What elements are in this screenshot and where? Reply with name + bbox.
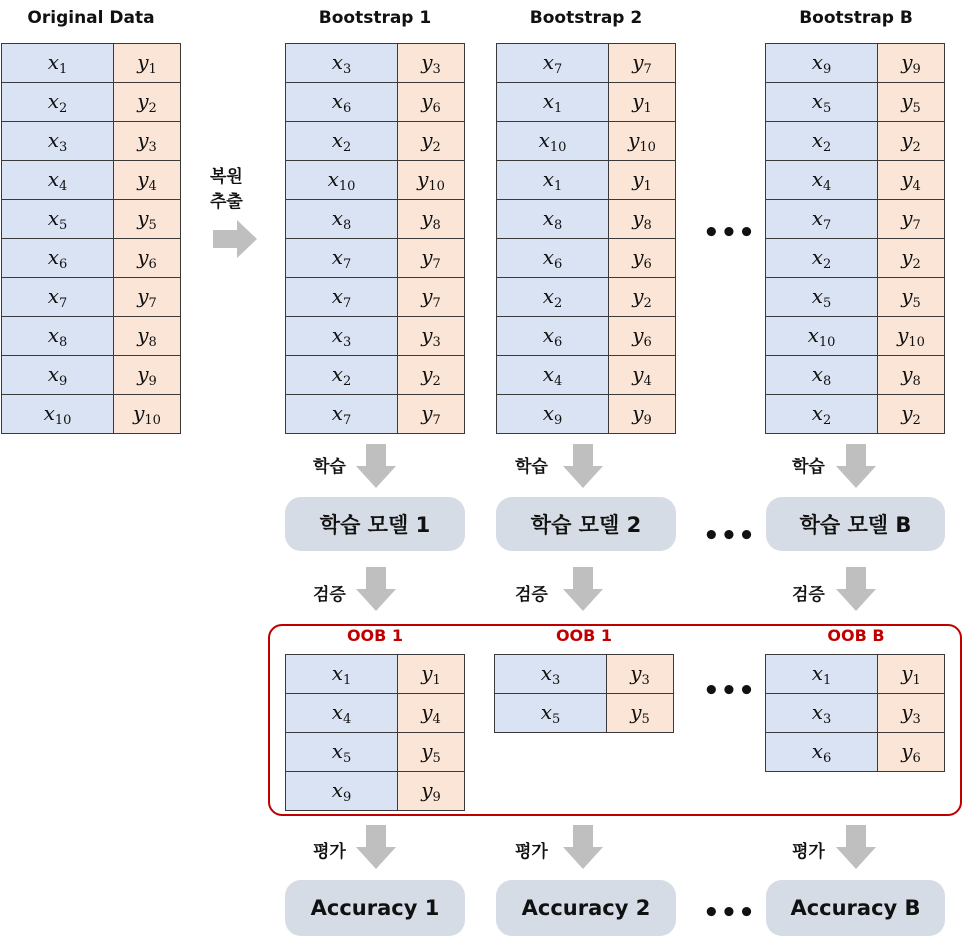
x-cell: $x_3$ xyxy=(495,655,607,694)
x-cell: $x_4$ xyxy=(286,694,398,733)
y-cell: $y_5$ xyxy=(398,733,465,772)
table-row xyxy=(766,83,945,122)
table-row xyxy=(286,239,465,278)
x-cell: $x_7$ xyxy=(497,44,609,83)
y-cell: $y_5$ xyxy=(114,200,181,239)
x-cell: $x_1$ xyxy=(497,161,609,200)
bootstrap-2-title: Bootstrap 2 xyxy=(529,8,643,28)
y-cell: $y_1$ xyxy=(878,655,945,694)
y-cell: $y_1$ xyxy=(398,655,465,694)
evaluate-arrow-2-icon xyxy=(563,825,603,869)
y-cell: $y_7$ xyxy=(398,395,465,434)
y-cell: $y_3$ xyxy=(607,655,674,694)
x-cell: $x_7$ xyxy=(286,278,398,317)
oob-b-table xyxy=(765,654,945,772)
x-cell: $x_9$ xyxy=(2,356,114,395)
y-cell: $y_3$ xyxy=(878,694,945,733)
x-cell: $x_2$ xyxy=(766,239,878,278)
table-row xyxy=(2,317,181,356)
y-cell: $y_2$ xyxy=(398,356,465,395)
validate-label-1: 검증 xyxy=(313,585,346,605)
train-arrow-2-icon xyxy=(563,444,603,488)
y-cell: $y_7$ xyxy=(878,200,945,239)
y-cell: $y_7$ xyxy=(114,278,181,317)
bootstrap-b-table xyxy=(765,43,945,434)
y-cell: $y_{10}$ xyxy=(609,122,676,161)
x-cell: $x_3$ xyxy=(286,44,398,83)
validate-label-b: 검증 xyxy=(792,585,825,605)
x-cell: $x_2$ xyxy=(497,278,609,317)
x-cell: $x_9$ xyxy=(766,44,878,83)
ellipsis-oob: ••• xyxy=(703,676,756,706)
x-cell: $x_6$ xyxy=(497,239,609,278)
oob-b-title: OOB B xyxy=(827,626,885,645)
table-row xyxy=(286,83,465,122)
oob-1-title: OOB 1 xyxy=(346,626,404,645)
table-row xyxy=(286,772,465,811)
accuracy-2-box: Accuracy 2 xyxy=(496,880,676,936)
y-cell: $y_{10}$ xyxy=(114,395,181,434)
x-cell: $x_6$ xyxy=(497,317,609,356)
train-arrow-b-icon xyxy=(836,444,876,488)
y-cell: $y_6$ xyxy=(114,239,181,278)
table-row xyxy=(497,395,676,434)
train-arrow-1-icon xyxy=(356,444,396,488)
table-row xyxy=(286,200,465,239)
table-row xyxy=(766,239,945,278)
y-cell: $y_7$ xyxy=(609,44,676,83)
model-2-box: 학습 모델 2 xyxy=(496,497,676,551)
table-row xyxy=(766,200,945,239)
table-row xyxy=(497,122,676,161)
y-cell: $y_9$ xyxy=(114,356,181,395)
x-cell: $x_2$ xyxy=(766,122,878,161)
x-cell: $x_8$ xyxy=(2,317,114,356)
x-cell: $x_4$ xyxy=(766,161,878,200)
y-cell: $y_3$ xyxy=(398,317,465,356)
x-cell: $x_7$ xyxy=(2,278,114,317)
y-cell: $y_1$ xyxy=(609,161,676,200)
ellipsis-models: ••• xyxy=(703,521,756,551)
table-row xyxy=(766,44,945,83)
x-cell: $x_8$ xyxy=(286,200,398,239)
evaluate-arrow-b-icon xyxy=(836,825,876,869)
x-cell: $x_1$ xyxy=(286,655,398,694)
table-row xyxy=(497,83,676,122)
table-row xyxy=(286,733,465,772)
y-cell: $y_8$ xyxy=(609,200,676,239)
y-cell: $y_2$ xyxy=(878,122,945,161)
table-row xyxy=(495,694,674,733)
table-row xyxy=(2,122,181,161)
y-cell: $y_8$ xyxy=(878,356,945,395)
x-cell: $x_5$ xyxy=(766,278,878,317)
x-cell: $x_4$ xyxy=(2,161,114,200)
table-row xyxy=(497,44,676,83)
table-row xyxy=(2,278,181,317)
x-cell: $x_3$ xyxy=(2,122,114,161)
x-cell: $x_5$ xyxy=(2,200,114,239)
x-cell: $x_{10}$ xyxy=(286,161,398,200)
table-row xyxy=(286,694,465,733)
x-cell: $x_1$ xyxy=(497,83,609,122)
model-1-box: 학습 모델 1 xyxy=(285,497,465,551)
y-cell: $y_9$ xyxy=(398,772,465,811)
x-cell: $x_8$ xyxy=(497,200,609,239)
ellipsis-bootstrap: ••• xyxy=(703,218,756,248)
x-cell: $x_5$ xyxy=(286,733,398,772)
table-row xyxy=(495,655,674,694)
table-row xyxy=(766,122,945,161)
y-cell: $y_3$ xyxy=(398,44,465,83)
y-cell: $y_2$ xyxy=(398,122,465,161)
table-row xyxy=(766,161,945,200)
table-row xyxy=(2,83,181,122)
x-cell: $x_7$ xyxy=(766,200,878,239)
x-cell: $x_6$ xyxy=(286,83,398,122)
train-label-1: 학습 xyxy=(313,457,346,477)
y-cell: $y_2$ xyxy=(878,239,945,278)
accuracy-1-box: Accuracy 1 xyxy=(285,880,465,936)
x-cell: $x_{10}$ xyxy=(2,395,114,434)
x-cell: $x_2$ xyxy=(286,122,398,161)
original-data-table xyxy=(1,43,181,434)
accuracy-b-box: Accuracy B xyxy=(766,880,945,936)
x-cell: $x_6$ xyxy=(766,733,878,772)
y-cell: $y_6$ xyxy=(878,733,945,772)
y-cell: $y_4$ xyxy=(609,356,676,395)
evaluate-label-2: 평가 xyxy=(515,842,548,862)
train-label-2: 학습 xyxy=(515,457,548,477)
table-row xyxy=(286,356,465,395)
y-cell: $y_7$ xyxy=(398,239,465,278)
x-cell: $x_6$ xyxy=(2,239,114,278)
y-cell: $y_5$ xyxy=(607,694,674,733)
y-cell: $y_9$ xyxy=(878,44,945,83)
table-row xyxy=(286,317,465,356)
table-row xyxy=(286,395,465,434)
y-cell: $y_8$ xyxy=(398,200,465,239)
ellipsis-accuracy: ••• xyxy=(703,898,756,928)
y-cell: $y_2$ xyxy=(114,83,181,122)
x-cell: $x_5$ xyxy=(766,83,878,122)
validate-arrow-2-icon xyxy=(563,567,603,611)
table-row xyxy=(2,200,181,239)
y-cell: $y_6$ xyxy=(609,239,676,278)
x-cell: $x_3$ xyxy=(766,694,878,733)
y-cell: $y_{10}$ xyxy=(398,161,465,200)
table-row xyxy=(2,239,181,278)
x-cell: $x_2$ xyxy=(766,395,878,434)
sampling-arrow-icon xyxy=(213,220,257,258)
table-row xyxy=(286,278,465,317)
table-row xyxy=(2,44,181,83)
x-cell: $x_4$ xyxy=(497,356,609,395)
y-cell: $y_4$ xyxy=(878,161,945,200)
x-cell: $x_3$ xyxy=(286,317,398,356)
x-cell: $x_9$ xyxy=(286,772,398,811)
y-cell: $y_7$ xyxy=(398,278,465,317)
sampling-label-line1: 복원 xyxy=(210,167,243,187)
bootstrap-1-table xyxy=(285,43,465,434)
y-cell: $y_2$ xyxy=(878,395,945,434)
table-row xyxy=(766,395,945,434)
y-cell: $y_{10}$ xyxy=(878,317,945,356)
table-row xyxy=(766,356,945,395)
table-row xyxy=(497,278,676,317)
validate-label-2: 검증 xyxy=(515,585,548,605)
table-row xyxy=(2,395,181,434)
y-cell: $y_9$ xyxy=(609,395,676,434)
y-cell: $y_1$ xyxy=(114,44,181,83)
evaluate-label-b: 평가 xyxy=(792,842,825,862)
bootstrap-2-table xyxy=(496,43,676,434)
original-data-title: Original Data xyxy=(27,8,155,28)
table-row xyxy=(497,317,676,356)
x-cell: $x_5$ xyxy=(495,694,607,733)
x-cell: $x_7$ xyxy=(286,239,398,278)
table-row xyxy=(766,317,945,356)
table-row xyxy=(286,122,465,161)
validate-arrow-b-icon xyxy=(836,567,876,611)
oob-2-title: OOB 1 xyxy=(555,626,613,645)
y-cell: $y_5$ xyxy=(878,278,945,317)
y-cell: $y_6$ xyxy=(609,317,676,356)
table-row xyxy=(286,44,465,83)
table-row xyxy=(2,161,181,200)
y-cell: $y_6$ xyxy=(398,83,465,122)
table-row xyxy=(497,200,676,239)
y-cell: $y_3$ xyxy=(114,122,181,161)
model-b-box: 학습 모델 B xyxy=(766,497,945,551)
table-row xyxy=(286,655,465,694)
evaluate-label-1: 평가 xyxy=(313,842,346,862)
sampling-label-line2: 추출 xyxy=(210,192,243,212)
table-row xyxy=(766,278,945,317)
oob-1-table xyxy=(285,654,465,811)
y-cell: $y_8$ xyxy=(114,317,181,356)
x-cell: $x_7$ xyxy=(286,395,398,434)
y-cell: $y_4$ xyxy=(114,161,181,200)
bootstrap-b-title: Bootstrap B xyxy=(799,8,913,28)
validate-arrow-1-icon xyxy=(356,567,396,611)
x-cell: $x_1$ xyxy=(2,44,114,83)
y-cell: $y_2$ xyxy=(609,278,676,317)
y-cell: $y_1$ xyxy=(609,83,676,122)
table-row xyxy=(497,239,676,278)
x-cell: $x_2$ xyxy=(286,356,398,395)
evaluate-arrow-1-icon xyxy=(356,825,396,869)
x-cell: $x_8$ xyxy=(766,356,878,395)
oob-2-table xyxy=(494,654,674,733)
table-row xyxy=(766,655,945,694)
table-row xyxy=(286,161,465,200)
table-row xyxy=(497,161,676,200)
table-row xyxy=(2,356,181,395)
x-cell: $x_2$ xyxy=(2,83,114,122)
bootstrap-1-title: Bootstrap 1 xyxy=(318,8,432,28)
x-cell: $x_1$ xyxy=(766,655,878,694)
y-cell: $y_4$ xyxy=(398,694,465,733)
table-row xyxy=(497,356,676,395)
train-label-b: 학습 xyxy=(792,457,825,477)
x-cell: $x_{10}$ xyxy=(766,317,878,356)
y-cell: $y_5$ xyxy=(878,83,945,122)
x-cell: $x_9$ xyxy=(497,395,609,434)
table-row xyxy=(766,694,945,733)
x-cell: $x_{10}$ xyxy=(497,122,609,161)
table-row xyxy=(766,733,945,772)
